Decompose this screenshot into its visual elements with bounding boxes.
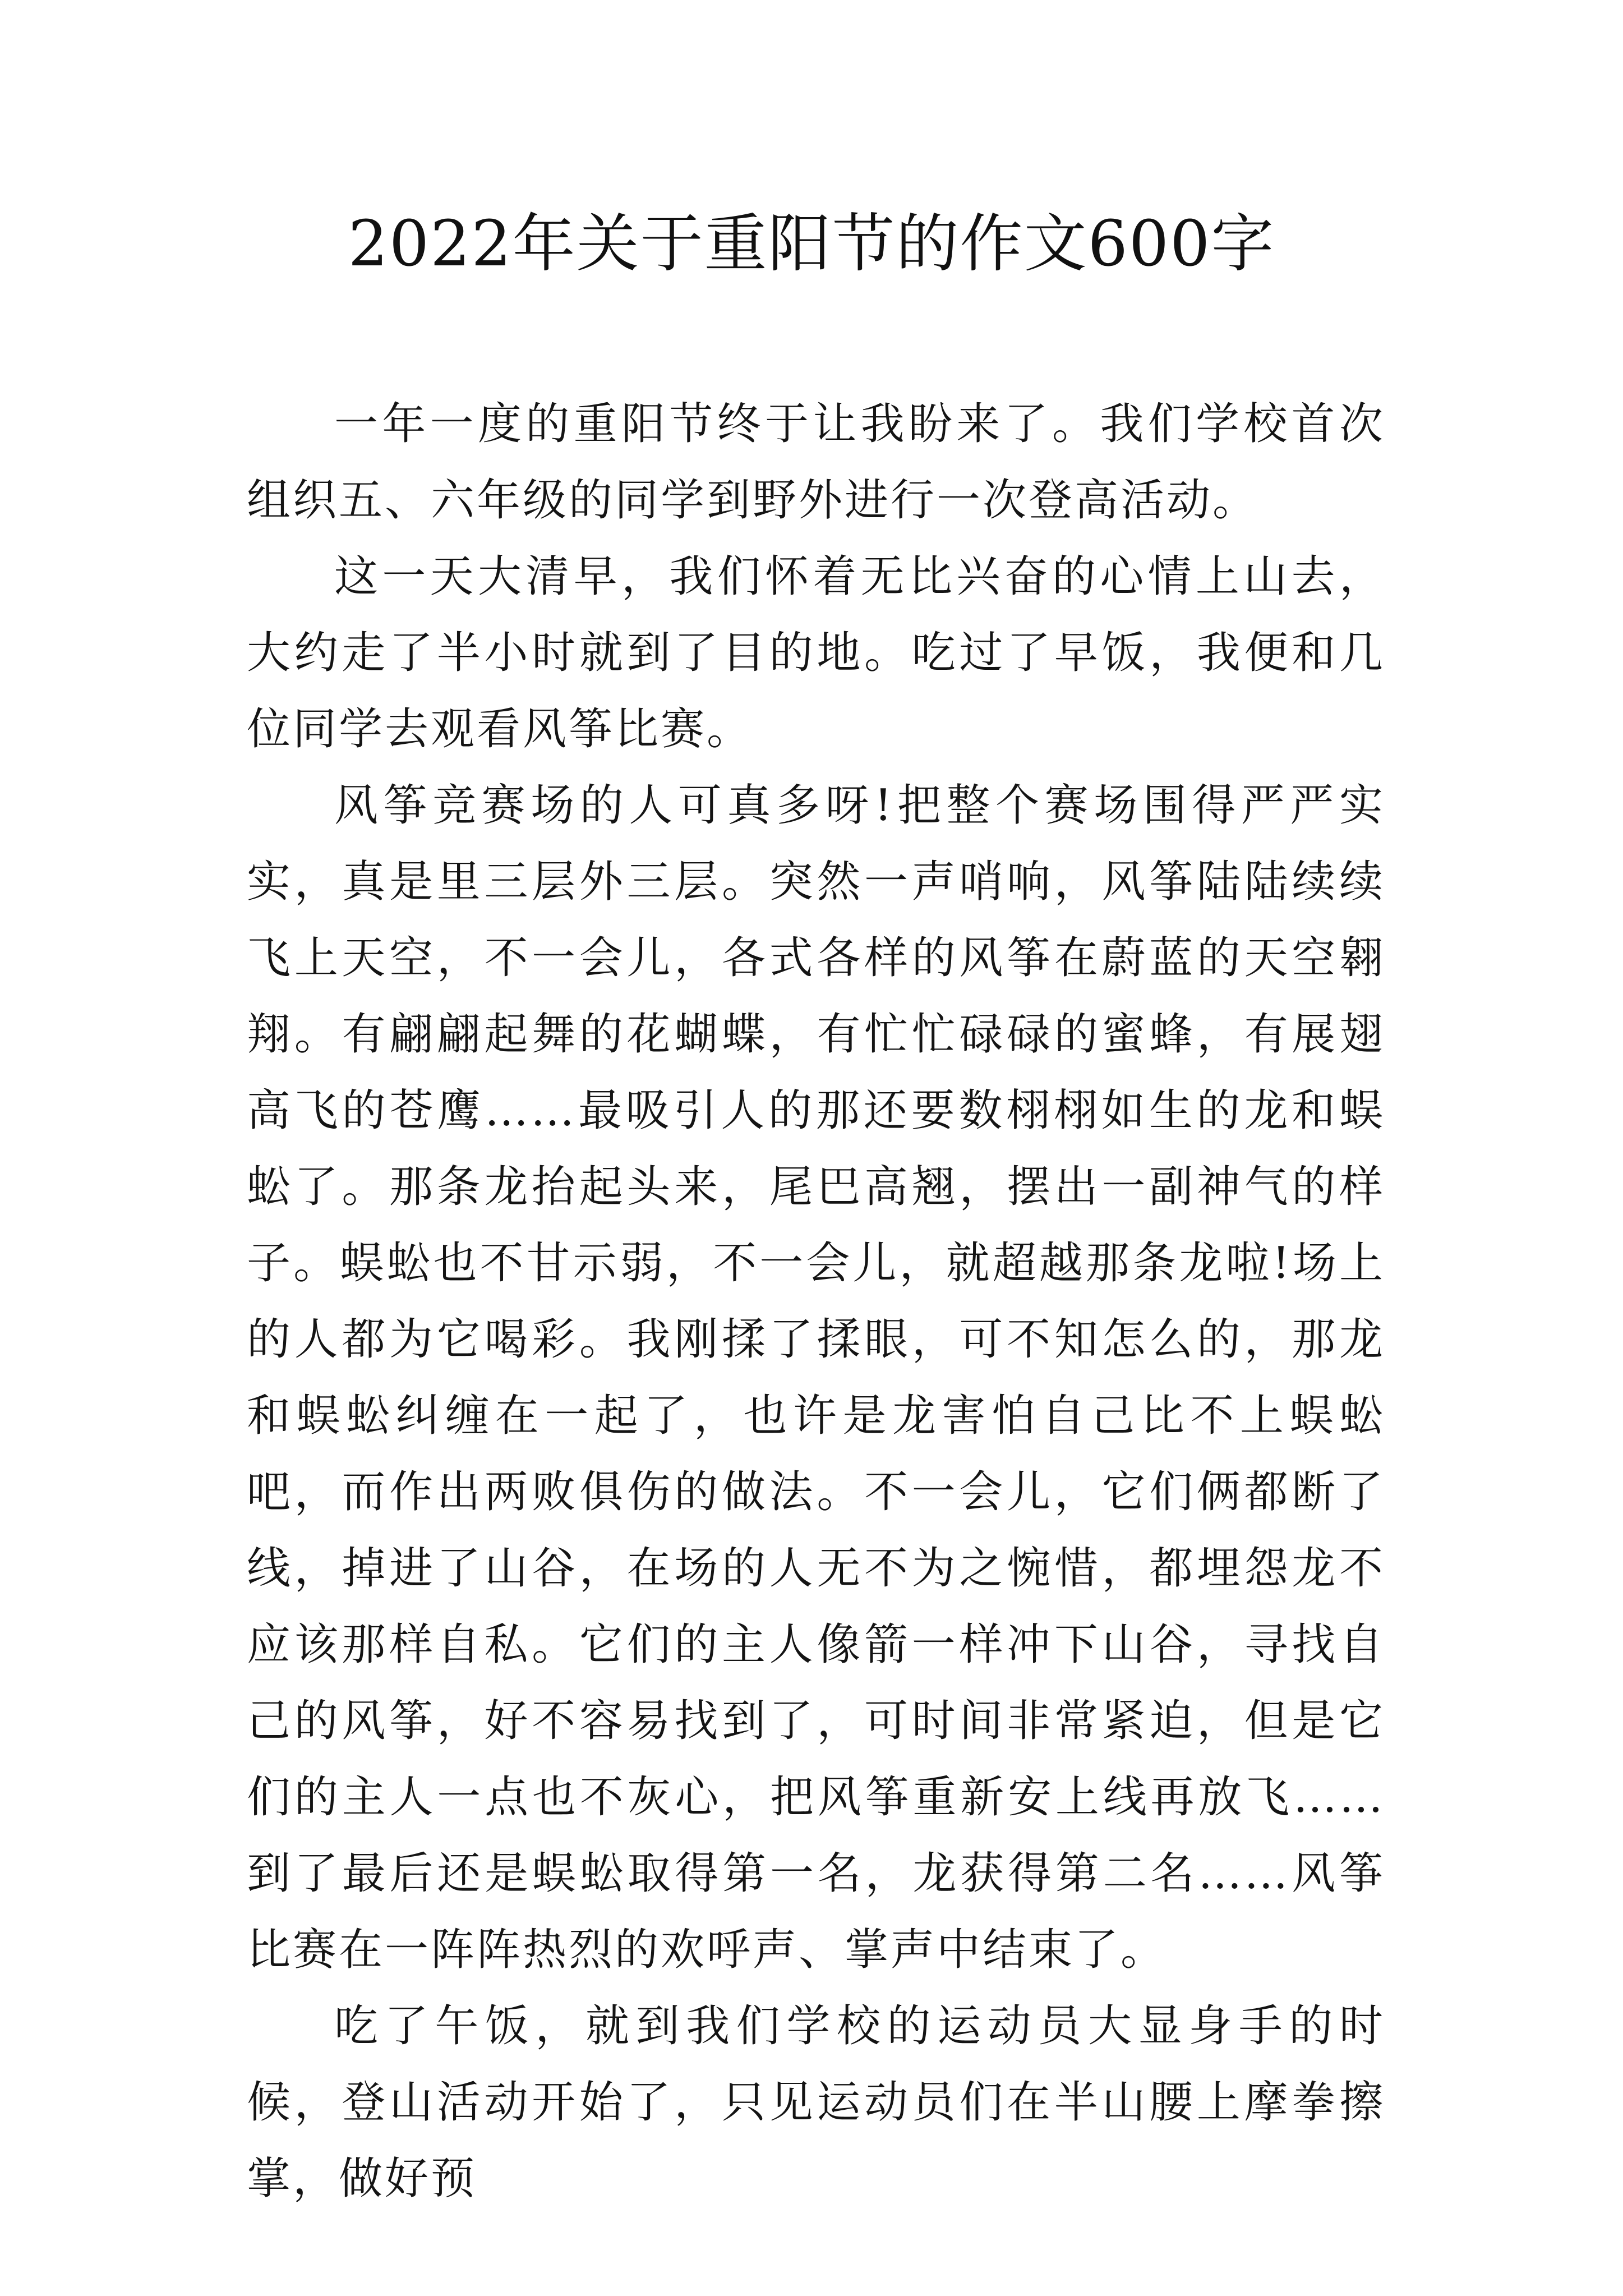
paragraph: 一年一度的重阳节终于让我盼来了。我们学校首次组织五、六年级的同学到野外进行一次登高活动。 [247, 399, 1385, 526]
paragraph: 这一天大清早，我们怀着无比兴奋的心情上山去，大约走了半小时就到了目的地。吃过了早饭，我便和几位同学去观看风筝比赛。 [247, 551, 1385, 754]
paragraph: 风筝竞赛场的人可真多呀!把整个赛场围得严严实实，真是里三层外三层。突然一声哨响，风筝陆陆续续飞上天空，不一会儿，各式各样的风筝在蔚蓝的天空翱翔。有翩翩起舞的花蝴蝶，有忙忙碌碌的蜜蜂，有展翅高飞的苍鹰……最吸引人的那还要数栩栩如生的龙和蜈蚣了。那条龙抬起头来，尾巴高翘，摆出一副神气的样子。蜈蚣也不甘示弱，不一会儿，就超越那条龙啦!场上的人都为它喝彩。我刚揉了揉眼，可不知怎么的，那龙和蜈蚣纠缠在一起了，也许是龙害怕自己比不上蜈蚣吧，而作出两败俱伤的做法。不一会儿，它们俩都断了线，掉进了山谷，在场的人无不为之惋惜，都埋怨龙不应该那样自私。它们的主人像箭一样冲下山谷，寻找自己的风筝，好不容易找到了，可时间非常紧迫，但是它们的主人一点也不灰心，把风筝重新安上线再放飞……到了最后还是蜈蚣取得第一名，龙获得第二名……风筝比赛在一阵阵热烈的欢呼声、掌声中结束了。 [247, 780, 1385, 1975]
document-body [247, 386, 1385, 2217]
document-title: 2022年关于重阳节的作文600字 [348, 208, 1275, 280]
paragraph: 吃了午饭，就到我们学校的运动员大显身手的时候，登山活动开始了，只见运动员们在半山腰上摩拳擦掌，做好预 [247, 2001, 1385, 2204]
